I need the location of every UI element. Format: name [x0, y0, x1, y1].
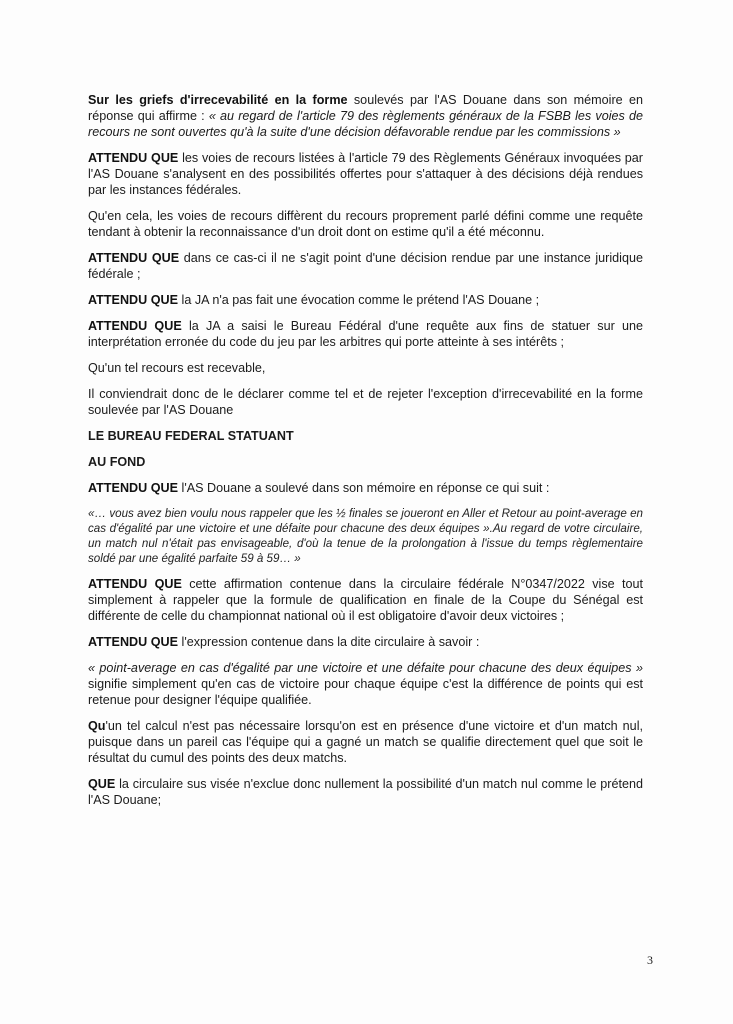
attendu-label: ATTENDU QUE: [88, 251, 180, 265]
paragraph-lead: QUE: [88, 777, 116, 791]
section-heading-statuant: LE BUREAU FEDERAL STATUANT: [88, 429, 294, 443]
block-quote: «… vous avez bien voulu nous rappeler que les ½ finales se joueront en Aller et Retour au point-average en cas d'égalité par une victoire et une défaite pour chacune des deux équipes ».Au regard de votre circulaire, un match nul n'était pas envisageable, d'où la tenue de la prolongation à l'issue du temps règlementaire soldé par une égalité parfaite 59 à 59… »: [88, 507, 643, 565]
paragraph-text: soulevés par l'AS Douane dans son mémoire en réponse qui affirme :: [88, 93, 644, 123]
paragraph-text: dans ce cas-ci il ne s'agit point d'une décision rendue par une instance juridique fédérale ;: [88, 251, 643, 281]
paragraph-attendu-7: [88, 634, 643, 650]
section-heading-au-fond: AU FOND: [88, 455, 146, 469]
inline-quote: « au regard de l'article 79 des règlements généraux de la FSBB les voies de recours ne sont ouvertes qu'à la suite d'une décision défavorable rendue par les commissions »: [88, 109, 643, 139]
attendu-label: ATTENDU QUE: [88, 293, 179, 307]
paragraph-conviendrait: Il conviendrait donc de le déclarer comme tel et de rejeter l'exception d'irrecevabilité en la forme soulevée par l'AS Douane: [88, 387, 643, 417]
paragraph-text: la JA a saisi le Bureau Fédéral d'une requête aux fins de statuer sur une interprétation erronée du code du jeu par les arbitres qui porte atteinte à ses intérêts ;: [88, 319, 643, 349]
paragraph-que: [88, 776, 643, 808]
paragraph-text: la circulaire sus visée n'exclue donc nullement la possibilité d'un match nul comme le prétend l'AS Douane;: [88, 777, 643, 807]
page-number: 3: [647, 953, 653, 967]
paragraph-quen-cela: Qu'en cela, les voies de recours diffèrent du recours proprement parlé défini comme une requête tendant à obtenir la reconnaissance d'un droit dont on estime qu'il a été méconnu.: [88, 209, 643, 239]
paragraph-lead: Qu: [88, 719, 106, 733]
paragraph-attendu-2: [88, 250, 643, 282]
paragraph-text: l'AS Douane a soulevé dans son mémoire en réponse ce qui suit :: [178, 481, 550, 495]
document-body: [88, 92, 643, 818]
paragraph-recevable: Qu'un tel recours est recevable,: [88, 361, 266, 375]
paragraph-text: cette affirmation contenue dans la circulaire fédérale N°0347/2022 vise tout simplement à rappeler que la formule de qualification en finale de la Coupe du Sénégal est différente de celle du championnat national où il est obligatoire d'avoir deux victoires ;: [88, 577, 643, 623]
paragraph-attendu-4: [88, 318, 643, 350]
paragraph-attendu-1: [88, 150, 643, 198]
paragraph-attendu-3: [88, 292, 643, 308]
paragraph-text: signifie simplement qu'en cas de victoire pour chaque équipe c'est la différence de points qui est retenue pour designer l'équipe qualifiée.: [88, 677, 643, 707]
paragraph-calcul: [88, 718, 643, 766]
paragraph-text: la JA n'a pas fait une évocation comme le prétend l'AS Douane ;: [178, 293, 540, 307]
paragraph-text: 'un tel calcul n'est pas nécessaire lorsqu'on est en présence d'une victoire et d'un match nul, puisque dans un pareil cas l'équipe qui a gagné un match se qualifie directement quel que soit le résultat du cumul des points des deux matchs.: [88, 719, 643, 765]
attendu-label: ATTENDU QUE: [88, 481, 179, 495]
paragraph-text: les voies de recours listées à l'article 79 des Règlements Généraux invoquées par l'AS Douane s'analysent en des possibilités offertes pour s'attaquer à des décisions déjà rendues par les instances fédérales.: [88, 151, 643, 197]
attendu-label: ATTENDU QUE: [88, 319, 182, 333]
paragraph-text: l'expression contenue dans la dite circulaire à savoir :: [178, 635, 480, 649]
inline-quote: « point-average en cas d'égalité par une victoire et une défaite pour chacune des deux équipes »: [88, 661, 643, 675]
attendu-label: ATTENDU QUE: [88, 635, 179, 649]
attendu-label: ATTENDU QUE: [88, 151, 179, 165]
paragraph-attendu-5: [88, 480, 643, 496]
attendu-label: ATTENDU QUE: [88, 577, 182, 591]
paragraph-attendu-6: [88, 576, 643, 624]
paragraph-griefs: [88, 92, 643, 140]
paragraph-heading: Sur les griefs d'irrecevabilité en la forme: [88, 93, 348, 107]
paragraph-point-average: [88, 660, 643, 708]
